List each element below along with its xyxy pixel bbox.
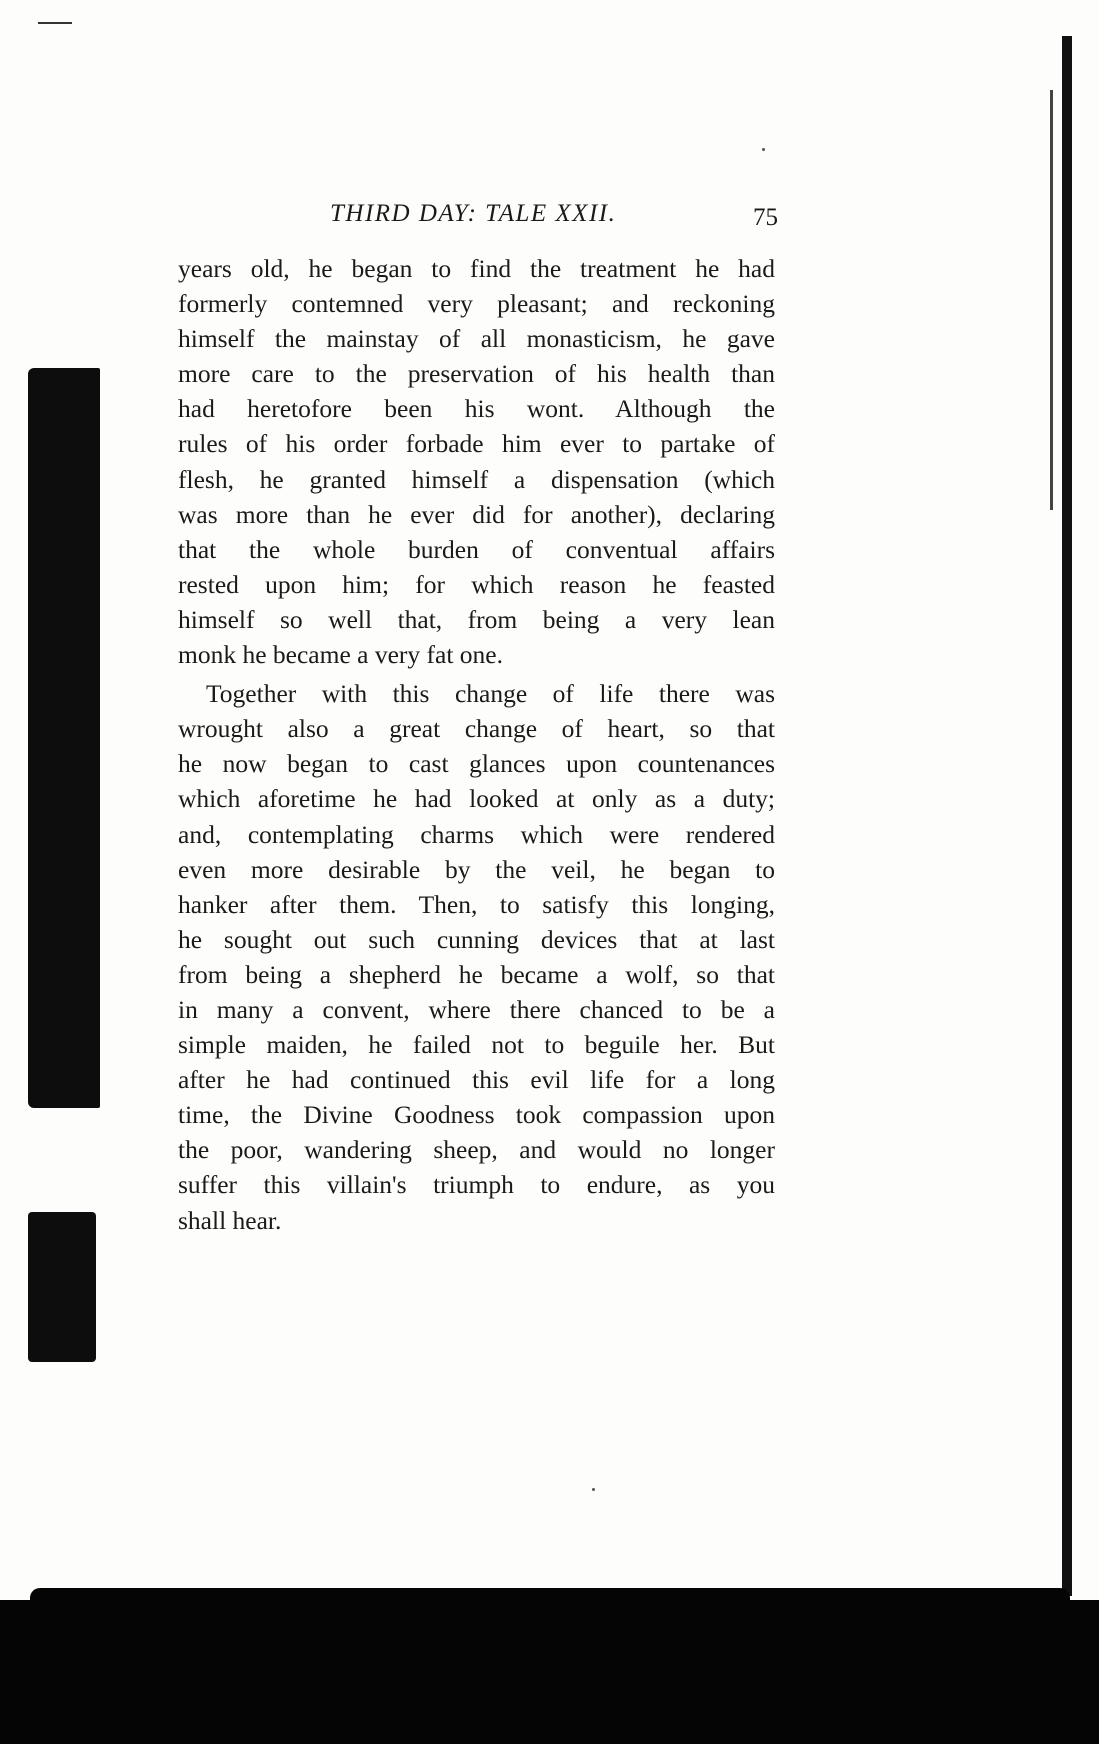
text-line: hanker after them. Then, to satisfy this longing, bbox=[178, 889, 775, 919]
paragraph bbox=[178, 676, 775, 1238]
scan-dust bbox=[762, 148, 765, 151]
text-line: even more desirable by the veil, he began to bbox=[178, 854, 775, 884]
text-line: time, the Divine Goodness took compassion upon bbox=[178, 1100, 775, 1130]
scan-dust bbox=[592, 1488, 595, 1491]
text-line: and, contemplating charms which were rendered bbox=[178, 819, 775, 849]
text-line: rested upon him; for which reason he feasted bbox=[178, 569, 775, 599]
text-line: he sought out such cunning devices that at last bbox=[178, 924, 775, 954]
text-line: the poor, wandering sheep, and would no longer bbox=[178, 1135, 775, 1165]
text-line: shall hear. bbox=[178, 1205, 282, 1235]
text-line: years old, he began to find the treatment he had bbox=[178, 254, 775, 283]
scan-mark bbox=[38, 22, 72, 24]
scan-binding-shadow-upper bbox=[28, 368, 100, 1108]
scan-right-edge-shadow bbox=[1062, 36, 1072, 1596]
scan-binding-shadow-lower bbox=[28, 1212, 96, 1362]
text-line: was more than he ever did for another), declaring bbox=[178, 499, 775, 529]
text-line: had heretofore been his wont. Although the bbox=[178, 394, 775, 424]
text-line: suffer this villain's triumph to endure, as you bbox=[178, 1170, 775, 1200]
text-line: simple maiden, he failed not to beguile her. But bbox=[178, 1030, 775, 1060]
text-line: Together with this change of life there was bbox=[206, 679, 775, 709]
text-line: from being a shepherd he became a wolf, so that bbox=[178, 959, 775, 989]
body-text bbox=[178, 251, 775, 1238]
scan-bottom-shadow bbox=[0, 1600, 1099, 1744]
page-number: 75 bbox=[753, 204, 778, 231]
scan-right-edge-line bbox=[1050, 90, 1053, 510]
text-line: himself the mainstay of all monasticism, he gave bbox=[178, 324, 775, 354]
text-line: he now began to cast glances upon countenances bbox=[178, 749, 775, 779]
text-line: flesh, he granted himself a dispensation (which bbox=[178, 464, 775, 494]
text-line: himself so well that, from being a very lean bbox=[178, 604, 775, 634]
text-line: that the whole burden of conventual affairs bbox=[178, 534, 775, 564]
text-line: more care to the preservation of his health than bbox=[178, 359, 775, 389]
text-line: monk he became a very fat one. bbox=[178, 640, 503, 670]
running-header bbox=[178, 200, 778, 240]
text-line: in many a convent, where there chanced to be a bbox=[178, 994, 775, 1024]
paragraph bbox=[178, 251, 775, 672]
text-line: wrought also a great change of heart, so that bbox=[178, 714, 775, 744]
text-line: which aforetime he had looked at only as a duty; bbox=[178, 784, 775, 814]
text-line: formerly contemned very pleasant; and reckoning bbox=[178, 289, 775, 319]
text-line: rules of his order forbade him ever to partake of bbox=[178, 429, 775, 459]
text-line: after he had continued this evil life for a long bbox=[178, 1065, 775, 1095]
running-title: THIRD DAY: TALE XXII. bbox=[330, 200, 617, 227]
